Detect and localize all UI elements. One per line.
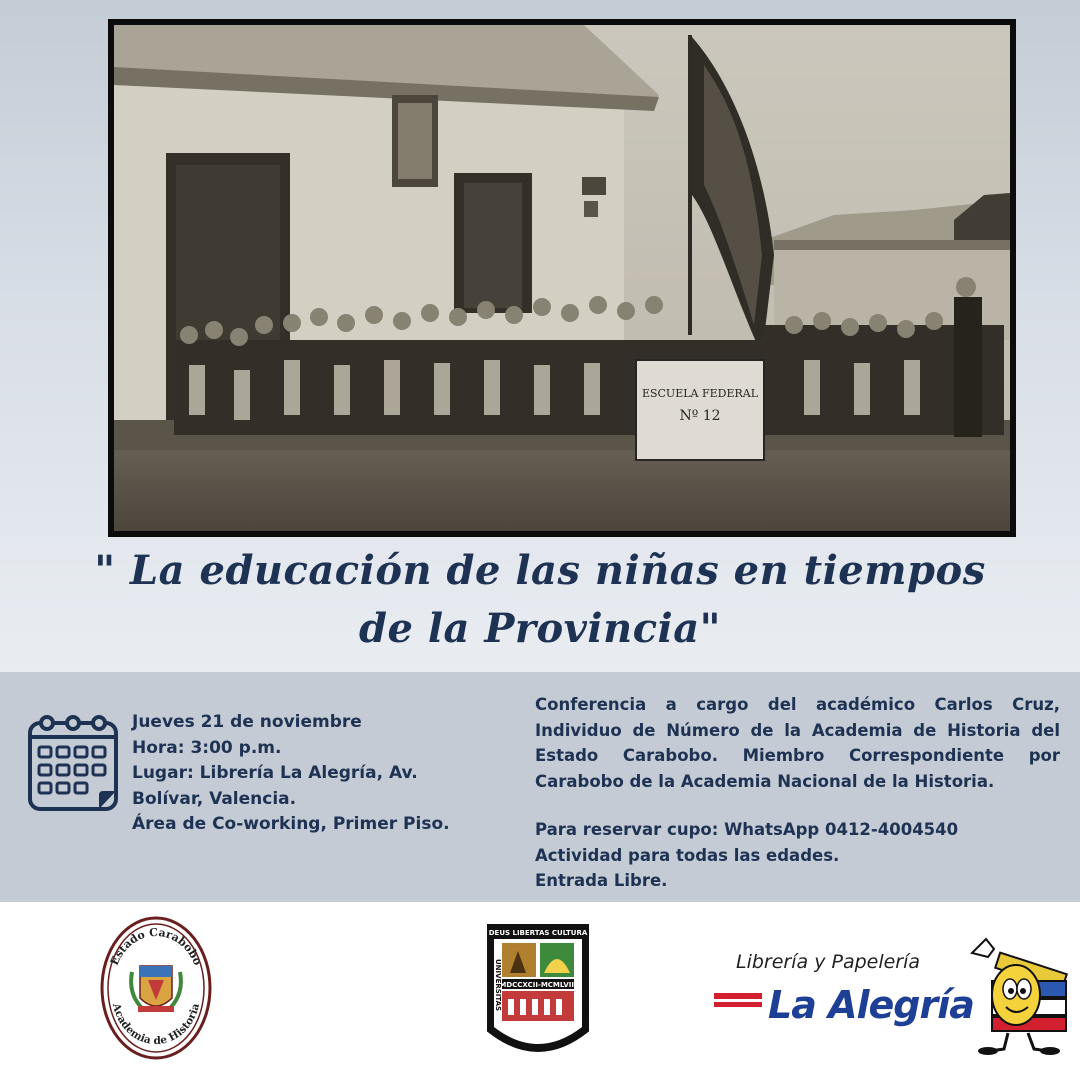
universidad-carabobo-logo — [484, 921, 592, 1063]
calendar-icon — [27, 711, 121, 815]
entry-note: Entrada Libre. — [535, 871, 668, 890]
uc-motto-text: DEUS LIBERTAS CULTURA — [488, 929, 588, 937]
uc-years-text: MDCCXCII-MCMLVIII — [499, 981, 577, 989]
sign-school-text: ESCUELA FEDERAL — [641, 387, 759, 400]
academia-top-text: Estado Carabobo — [107, 925, 205, 968]
libreria-name: La Alegría — [762, 983, 980, 1027]
uc-left-text: UNIVERSITAS — [494, 959, 502, 1012]
event-place-line1: Lugar: Librería La Alegría, Av. — [132, 763, 418, 783]
event-title: " La educación de las niñas en tiempos de la Provincia" — [94, 547, 986, 652]
historic-school-photo — [114, 25, 1010, 531]
event-area: Área de Co-working, Primer Piso. — [132, 814, 450, 834]
libreria-la-alegria-logo — [710, 937, 1080, 1057]
libreria-subtitle: Librería y Papelería — [736, 951, 921, 973]
academia-bottom-text: Academia de Historia — [109, 1002, 203, 1048]
uc-right-text: CARABOBENSIS — [581, 951, 589, 1013]
event-details — [132, 710, 512, 838]
event-time: Hora: 3:00 p.m. — [132, 737, 282, 758]
event-date: Jueves 21 de noviembre — [132, 712, 362, 732]
academia-historia-logo — [98, 914, 214, 1062]
book-mascot-icon — [942, 933, 1080, 1057]
speaker-description: Conferencia a cargo del académico Carlos Cruz, Individuo de Número de la Academia de Historia del Estado Carabobo. Miembro Correspondiente por Carabobo de la Academia Nacional de la Historia. — [535, 695, 1060, 791]
historic-photo-frame — [108, 19, 1016, 537]
booking-info — [535, 817, 1060, 894]
reserve-whatsapp: Para reservar cupo: WhatsApp 0412-4004540 — [535, 820, 959, 839]
event-place-line2: Bolívar, Valencia. — [132, 788, 297, 809]
sign-number-text: Nº 12 — [679, 408, 721, 424]
audience-note: Actividad para todas las edades. — [535, 845, 840, 865]
